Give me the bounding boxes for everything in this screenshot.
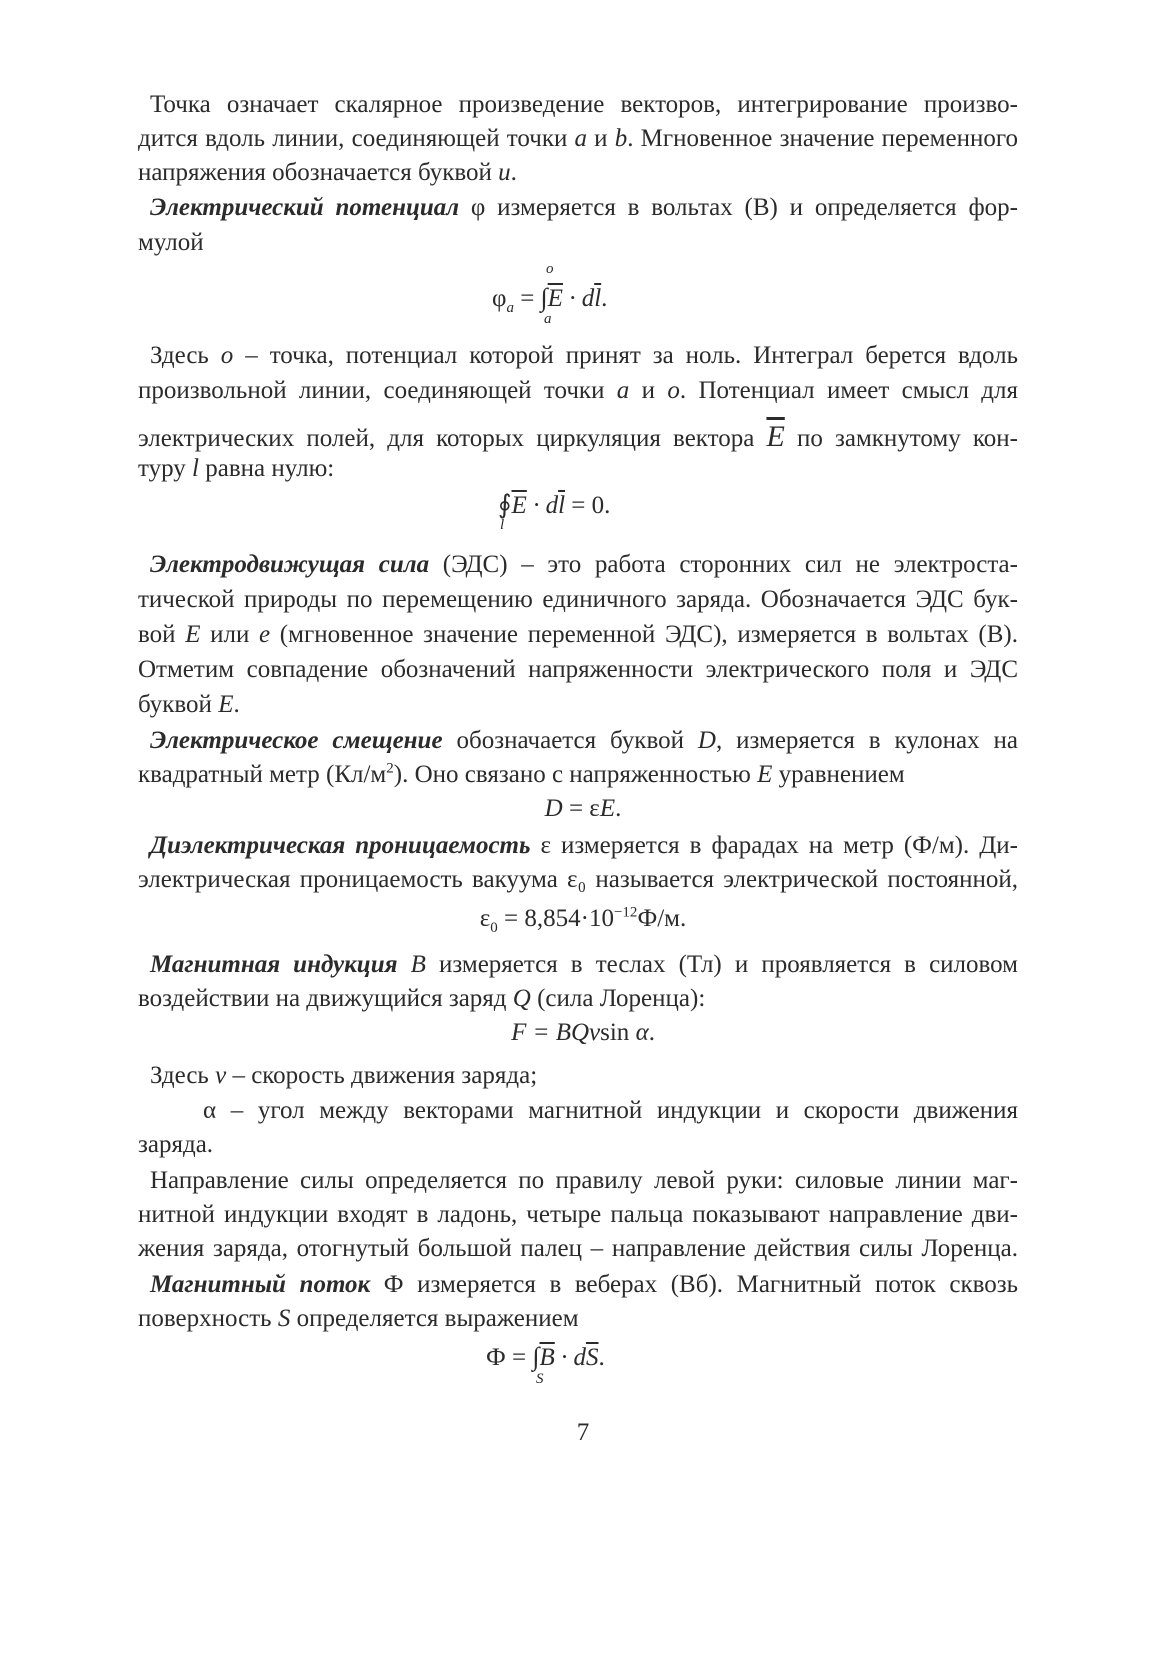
term-electric-potential: Электрический потенциал [150, 194, 460, 221]
text: Точка означает скалярное произведение векторов, интегрирование произво- [150, 91, 1018, 118]
paragraph-6-line-2: электрическая проницаемость вакуума ε₀ называется электрической постоянной, [138, 866, 1018, 893]
paragraph-4-line-3: вой E или e (мгновенное значение переменной ЭДС), измеряется в вольтах (В). [138, 621, 1019, 648]
term-permittivity: Диэлектрическая проницаемость [150, 832, 531, 859]
paragraph-4-line-5: буквой E. [138, 691, 240, 718]
paragraph-10-line-2: поверхность S определяется выражением [138, 1305, 579, 1332]
term-emf: Электродвижущая сила [150, 551, 430, 578]
paragraph-2-line-2: мулой [138, 229, 204, 256]
document-page: Точка означает скалярное произведение векторов, интегрирование произво- дится вдоль линии, соединяющей точки a и b. Мгновенное значение переменного напряжения обозначается буквой u. Электрический потенциал φ измеряется в вольтах (В) и определяется фор- мулой o $\varphi_a = \int\overline{E} \cdot d\overline{l}$. a Здесь o – точка, потенциал которой принят за ноль. Интеграл берется вдоль произвольной линии, соединяющей точки a и o. Потенциал имеет смысл для электрических полей, для которых циркуляция вектора $\overline{E}$ по замкнутому кон- туру l равна нулю: $∮\overline{E} \cdot d\overline{l} = 0$. l Электродвижущая сила (ЭДС) – это работа сторонних сил не электроста- тической природы по перемещению единичного заряда. Обозначается ЭДС бук- вой E или e (мгновенное значение переменной ЭДС), измеряется в вольтах (В). Отметим совпадение обозначений напряженности электрического поля и ЭДС буквой E. Электрическое смещение обозначается буквой D, измеряется в кулонах на квадратный метр $(Кл/м^2)$. Оно связано с напряженностью E уравнением D = εE. Диэлектрическая проницаемость ε измеряется в фарадах на метр (Ф/м). Ди- электрическая проницаемость вакуума ε₀ называется электрической постоянной, $\varepsilon_0 = 8,854\cdot 10^{-12}Ф/м$. Магнитная индукция B измеряется в теслах (Тл) и проявляется в силовом воздействии на движущийся заряд Q (сила Лоренца): F = BQvsin α. Здесь v – скорость движения заряда; α – угол между векторами магнитной индукции и скорости движения заряда. Направление силы определяется по правилу левой руки: силовые линии маг- нитной индукции входят в ладонь, четыре пальца показывают направление дви- жения заряда, отогнутый большой палец – направление действия силы Лоренца. Магнитный поток Ф измеряется в веберах (Вб). Магнитный поток сквозь поверхность S определяется выражением $Ф = \int\overline{B} \cdot d\overline{S}$. S 7 [0, 0, 1166, 1654]
paragraph-3-line-3: электрических полей, для которых циркуляция вектора $\overline{E}$ по замкнутому кон- [138, 420, 1018, 453]
paragraph-8-line-3: заряда. [138, 1131, 214, 1158]
paragraph-10-line-1: Магнитный поток Ф измеряется в веберах (Вб). Магнитный поток сквозь [150, 1271, 1019, 1298]
paragraph-3-line-2: произвольной линии, соединяющей точки a и o. Потенциал имеет смысл для [138, 377, 1018, 404]
paragraph-5-line-1: Электрическое смещение обозначается буквой D, измеряется в кулонах на [150, 727, 1019, 754]
paragraph-4-line-1: Электродвижущая сила (ЭДС) – это работа сторонних сил не электроста- [150, 551, 1018, 578]
paragraph-5-line-2: квадратный метр $(Кл/м^2)$. Оно связано с напряженностью E уравнением [138, 760, 905, 788]
paragraph-9-line-2: нитной индукции входят в ладонь, четыре пальца показывают направление дви- [138, 1201, 1018, 1228]
paragraph-1-line-3: напряжения обозначается буквой u. [138, 159, 517, 186]
paragraph-7-line-1: Магнитная индукция B измеряется в теслах (Тл) и проявляется в силовом [150, 951, 1019, 978]
paragraph-9-line-1: Направление силы определяется по правилу левой руки: силовые линии маг- [150, 1167, 1018, 1194]
term-magnetic-flux: Магнитный поток [150, 1271, 371, 1298]
paragraph-2-line-1: Электрический потенциал φ измеряется в вольтах (В) и определяется фор- [150, 194, 1018, 221]
paragraph-3-line-1: Здесь o – точка, потенциал которой принят за ноль. Интеграл берется вдоль [150, 342, 1018, 369]
paragraph-4-line-2: тической природы по перемещению единичного заряда. Обозначается ЭДС бук- [138, 586, 1018, 613]
term-displacement: Электрическое смещение [150, 727, 443, 754]
paragraph-7-line-2: воздействии на движущийся заряд Q (сила Лоренца): [138, 985, 706, 1012]
paragraph-9-line-3: жения заряда, отогнутый большой палец – направление действия силы Лоренца. [138, 1235, 1018, 1262]
formula-lorentz: F = BQvsin α. [511, 1019, 655, 1046]
formula-epsilon0: $\varepsilon_0 = 8,854\cdot 10^{-12}Ф/м$. [479, 904, 687, 936]
page-number: 7 [576, 1419, 590, 1446]
formula-displacement: D = εE. [544, 795, 622, 822]
paragraph-1-line-1 [138, 92, 1018, 117]
paragraph-8-line-2: α – угол между векторами магнитной индукции и скорости движения [203, 1097, 1018, 1124]
term-magnetic-induction: Магнитная индукция [150, 951, 398, 978]
paragraph-1-line-2: дится вдоль линии, соединяющей точки a и b. Мгновенное значение переменного [138, 125, 1018, 152]
paragraph-3-line-4: туру l равна нулю: [138, 455, 335, 482]
paragraph-4-line-4: Отметим совпадение обозначений напряженности электрического поля и ЭДС [138, 656, 1018, 683]
paragraph-6-line-1: Диэлектрическая проницаемость ε измеряется в фарадах на метр (Ф/м). Ди- [150, 832, 1018, 859]
paragraph-8-line-1: Здесь v – скорость движения заряда; [150, 1062, 538, 1089]
